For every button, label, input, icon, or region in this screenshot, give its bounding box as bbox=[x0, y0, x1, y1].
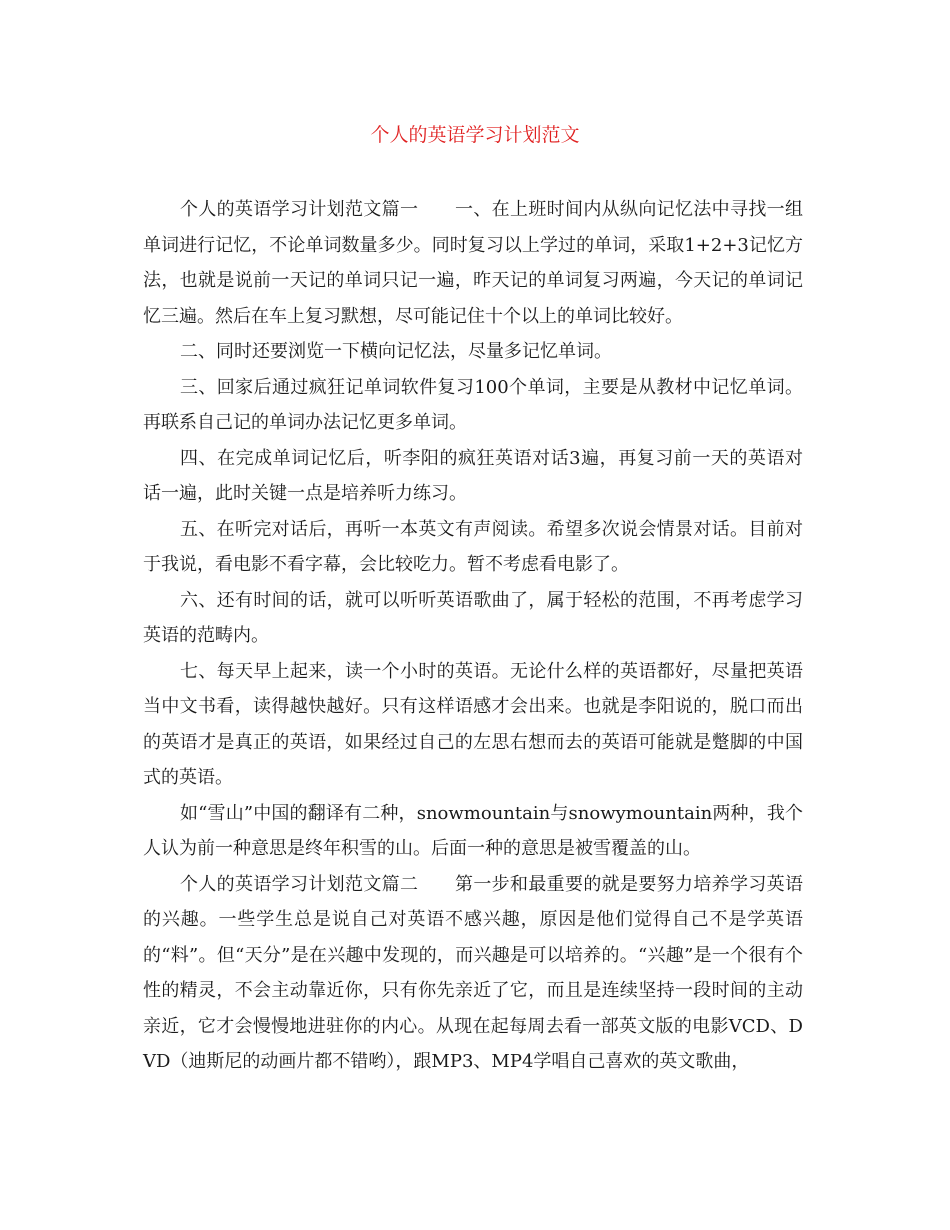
paragraph-step-6: 六、还有时间的话，就可以听听英语歌曲了，属于轻松的范围，不再考虑学习英语的范畴内。 bbox=[143, 589, 803, 646]
paragraph-step-3: 三、回家后通过疯狂记单词软件复习100个单词，主要是从教材中记忆单词。再联系自己记的单词办法记忆更多单词。 bbox=[143, 376, 803, 433]
paragraph-step-5: 五、在听完对话后，再听一本英文有声阅读。希望多次说会情景对话。目前对于我说，看电影不看字幕，会比较吃力。暂不考虑看电影了。 bbox=[143, 518, 803, 575]
paragraph-step-4: 四、在完成单词记忆后，听李阳的疯狂英语对话3遍，再复习前一天的英语对话一遍，此时关键一点是培养听力练习。 bbox=[143, 447, 803, 504]
paragraph-snow-mountain-example: 如“雪山”中国的翻译有二种，snowmountain与snowymountain两种，我个人认为前一种意思是终年积雪的山。后面一种的意思是被雪覆盖的山。 bbox=[143, 802, 803, 859]
document-title: 个人的英语学习计划范文 bbox=[370, 124, 580, 146]
paragraph-plan-1-step-1: 个人的英语学习计划范文篇一 一、在上班时间内从纵向记忆法中寻找一组单词进行记忆，不论单词数量多少。同时复习以上学过的单词，采取1+2+3记忆方法，也就是说前一天记的单词只记一遍，昨天记的单词复习两遍，今天记的单词记忆三遍。然后在车上复习默想，尽可能记住十个以上的单词比较好。 bbox=[143, 199, 803, 327]
paragraph-step-7: 七、每天早上起来，读一个小时的英语。无论什么样的英语都好，尽量把英语当中文书看，读得越快越好。只有这样语感才会出来。也就是李阳说的，脱口而出的英语才是真正的英语，如果经过自己的左思右想而去的英语可能就是蹩脚的中国式的英语。 bbox=[143, 660, 803, 788]
paragraph-plan-2: 个人的英语学习计划范文篇二 第一步和最重要的就是要努力培养学习英语的兴趣。一些学生总是说自己对英语不感兴趣，原因是他们觉得自己不是学英语的“料”。但“天分”是在兴趣中发现的，而兴趣是可以培养的。“兴趣”是一个很有个性的精灵，不会主动靠近你，只有你先亲近了它，而且是连续坚持一段时间的主动亲近，它才会慢慢地进驻你的内心。从现在起每周去看一部英文版的电影VCD、DVD（迪斯尼的动画片都不错哟），跟MP3、MP4学唱自己喜欢的英文歌曲， bbox=[143, 873, 803, 1072]
paragraph-step-2: 二、同时还要浏览一下横向记忆法，尽量多记忆单词。 bbox=[180, 341, 612, 362]
document-body bbox=[143, 192, 803, 1080]
